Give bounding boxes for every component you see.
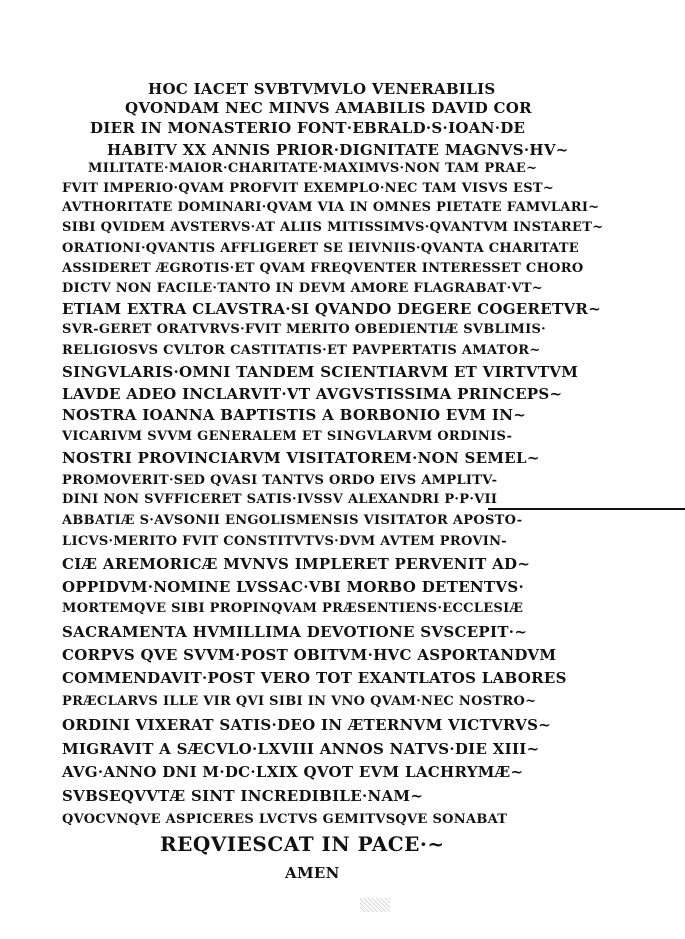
inscription-line: SINGVLARIS·OMNI TANDEM SCIENTIARVM ET VIRTVTVM: [62, 363, 579, 381]
inscription-line: OPPIDVM·NOMINE LVSSAC·VBI MORBO DETENTVS·: [62, 578, 524, 596]
inscription-line: FVIT IMPERIO·QVAM PROFVIT EXEMPLO·NEC TAM VISVS EST~: [62, 181, 555, 196]
inscription-line: RELIGIOSVS CVLTOR CASTITATIS·ET PAVPERTATIS AMATOR~: [62, 343, 541, 358]
inscription-line: ORDINI VIXERAT SATIS·DEO IN ÆTERNVM VICTVRVS~: [62, 716, 552, 734]
inscription-line: REQVIESCAT IN PACE·~: [160, 832, 445, 856]
inscription-line: DICTV NON FACILE·TANTO IN DEVM AMORE FLAGRABAT·VT~: [62, 281, 543, 296]
inscription-line: QVONDAM NEC MINVS AMABILIS DAVID COR: [125, 99, 532, 117]
inscription-line: MIGRAVIT A SÆCVLO·LXVIII ANNOS NATVS·DIE XIII~: [62, 740, 540, 758]
inscription-line: NOSTRA IOANNA BAPTISTIS A BORBONIO EVM IN~: [62, 406, 527, 424]
inscription-line: AVTHORITATE DOMINARI·QVAM VIA IN OMNES PIETATE FAMVLARI~: [62, 200, 600, 215]
inscription-line: SACRAMENTA HVMILLIMA DEVOTIONE SVSCEPIT·~: [62, 623, 528, 641]
inscription-line: ETIAM EXTRA CLAVSTRA·SI QVANDO DEGERE COGERETVR~: [62, 300, 602, 318]
inscription-line: ABBATIÆ S·AVSONII ENGOLISMENSIS VISITATOR APOSTO-: [62, 513, 523, 528]
inscription-line: CORPVS QVE SVVM·POST OBITVM·HVC ASPORTANDVM: [62, 646, 557, 664]
inscription-line: NOSTRI PROVINCIARVM VISITATOREM·NON SEMEL~: [62, 449, 540, 467]
inscription-line: QVOCVNQVE ASPICERES LVCTVS GEMITVSQVE SONABAT: [62, 812, 508, 827]
inscription-line: AVG·ANNO DNI M·DC·LXIX QVOT EVM LACHRYMÆ~: [62, 763, 524, 781]
inscription-line: CIÆ AREMORICÆ MVNVS IMPLERET PERVENIT AD~: [62, 555, 531, 573]
inscription-line: SVBSEQVVTÆ SINT INCREDIBILE·NAM~: [62, 787, 424, 805]
paper-smudge: [360, 898, 390, 912]
epitaph-inscription: [0, 78, 685, 918]
inscription-line: ORATIONI·QVANTIS AFFLIGERET SE IEIVNIIS·QVANTA CHARITATE: [62, 241, 580, 256]
inscription-line: VICARIVM SVVM GENERALEM ET SINGVLARVM ORDINIS-: [62, 429, 513, 444]
inscription-line: PROMOVERIT·SED QVASI TANTVS ORDO EIVS AMPLITV-: [62, 473, 498, 488]
inscription-line: DIER IN MONASTERIO FONT·EBRALD·S·IOAN·DE: [90, 119, 526, 137]
inscription-line: SIBI QVIDEM AVSTERVS·AT ALIIS MITISSIMVS·QVANTVM INSTARET~: [62, 220, 604, 235]
inscription-line: DINI NON SVFFICERET SATIS·IVSSV ALEXANDRI P·P·VII: [62, 492, 498, 507]
inscription-line: SVR-GERET ORATVRVS·FVIT MERITO OBEDIENTIÆ SVBLIMIS·: [62, 322, 546, 337]
inscription-line: HABITV XX ANNIS PRIOR·DIGNITATE MAGNVS·HV~: [107, 141, 569, 159]
inscription-line: MILITATE·MAIOR·CHARITATE·MAXIMVS·NON TAM PRAE~: [88, 161, 538, 176]
inscription-line: ASSIDERET ÆGROTIS·ET QVAM FREQVENTER INTERESSET CHORO: [62, 261, 584, 276]
inscription-line: COMMENDAVIT·POST VERO TOT EXANTLATOS LABORES: [62, 669, 567, 687]
inscription-line: MORTEMQVE SIBI PROPINQVAM PRÆSENTIENS·ECCLESIÆ: [62, 601, 524, 616]
inscription-line: HOC IACET SVBTVMVLO VENERABILIS: [148, 80, 496, 98]
inscription-line: PRÆCLARVS ILLE VIR QVI SIBI IN VNO QVAM·NEC NOSTRO~: [62, 694, 537, 709]
inscription-line: LICVS·MERITO FVIT CONSTITVTVS·DVM AVTEM PROVIN-: [62, 534, 507, 549]
inscription-line: LAVDE ADEO INCLARVIT·VT AVGVSTISSIMA PRINCEPS~: [62, 385, 563, 403]
inscription-line: AMEN: [285, 864, 340, 882]
